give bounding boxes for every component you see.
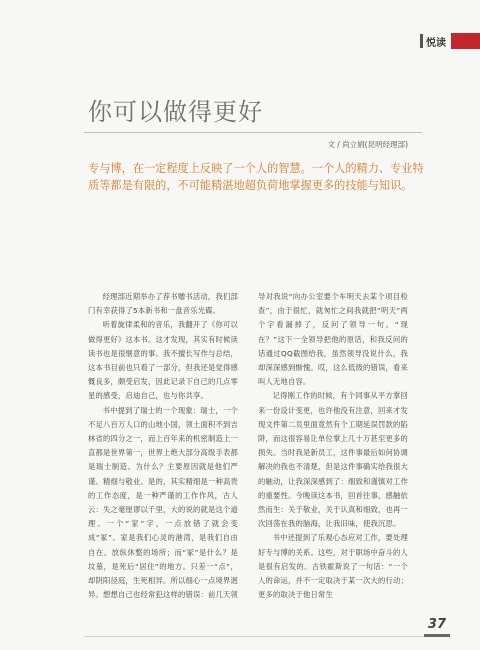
article-byline: 文 / 尚立娟(昆明经理部) <box>327 140 408 149</box>
page-number-underline <box>424 634 450 637</box>
section-label: 悦读 <box>426 37 446 49</box>
title-divider <box>84 132 422 133</box>
body-paragraph: 书中提到了瑞士的一个现象：瑞士，一个不足八百万人口的山地小国，领土面积不到吉林省的四分之一，而上百年来的机密制造上一直都是世界第一，世界上绝大部分高级手表都是瑞士制造。为什么？主要原因就是他们严谨、精细与敬业。是的，其实精细是一种高贵的工作态度，是一种严谨的工作作风，古人云：失之毫厘谬以千里，大的说的就是这个道理。一个“家”字，一点放错了就会变成“冢”。家是我们心灵的港湾，是我们自由自在、放纵休整的场所；而“冢”是什么？是坟墓，是死后“居住”的地方。只差一“点”，却阴阳径庭，生死相异。所以细心一点境界迥异。想想自己也经常犯这样的错误：前几天领 <box>88 405 238 600</box>
article-body <box>88 290 408 616</box>
article-title: 你可以做得更好 <box>88 98 263 126</box>
body-column-right <box>258 290 408 616</box>
body-paragraph: 听着旋律柔和的音乐，我翻开了《你可以做得更好》这本书。这才发现，其实有时候读读书也是很惬意的事。我不擅长写作与总结，这本书目前也只看了一部分，但我还是觉得感慨良多，颇受启发，因此记录下自己的几点零星的感受，启迪自己，也与你共享。 <box>88 320 238 401</box>
section-tab <box>420 33 480 49</box>
section-tab-marker <box>420 34 423 48</box>
body-paragraph: 经理部近期举办了荐书赠书活动，我们部门有幸获得了5本新书和一盘音乐光碟。 <box>88 292 238 316</box>
body-paragraph: 书中还提到了乐观心态应对工作，要处理好专与博的关系。这些，对于职场中奋斗的人是很有启发的。古铁霍斯说了一句话：“一个人的命运，并不一定取决于某一次大的行动；更多的取决于他日常生 <box>258 533 408 600</box>
body-paragraph: 导对我说“向办公室要个车明天去某个项目检查”，由于很忙，就匆忙之间我就把“明天”两个字看漏掉了，反问了领导一句。“现在？”这下一全领导把他的原话，和我反问的话通过QQ截图给我，虽然领导没说什么，我却深深感到惭愧。哎，这么低级的错误，看来叫人无地自容。 <box>258 292 408 387</box>
body-column-left <box>88 290 238 616</box>
body-paragraph: 记得刚工作的时候，有个同事从平方掌回来一份设计变更，也许他没有注意，回来才发现文件第二页里面竟然有个工期延误罚款的陷阱，而这很容易让单位掌上几十万甚至更多的损失。当时我是新员工，这件事最后如何协调解决的我也不清楚，但是这件事确实给我很大的触动，让我深深感到了：细致和谨慎对工作的重要性。今晚读这本书，回首往事，感触依然而生：关于敬业，关于认真和细致，也再一次回荡在我的脑海，让我旧味，使我沉思。 <box>258 391 408 529</box>
footer-divider <box>84 636 450 637</box>
section-tab-red-bar <box>451 33 480 49</box>
page-number: 37 <box>427 617 446 632</box>
article-lead: 专与博，在一定程度上反映了一个人的智慧。一个人的精力、专业特质等都是有限的，不可能精湛地超负荷地掌握更多的技能与知识。 <box>88 162 424 192</box>
